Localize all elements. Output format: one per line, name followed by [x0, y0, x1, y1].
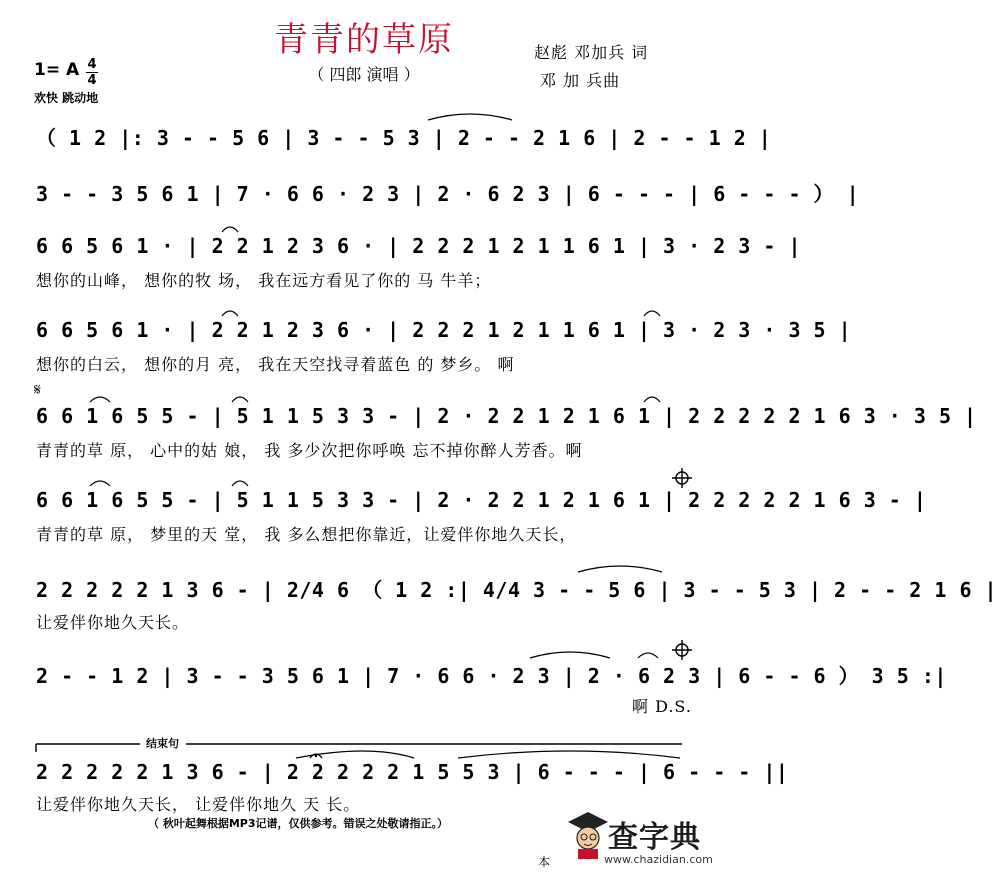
lyrics-line-5: 青青的草 原， 心中的姑 娘， 我 多少次把你呼唤 忘不掉你醉人芳香。啊: [36, 441, 583, 460]
lyricist-credit: 赵彪 邓加兵 词: [534, 43, 649, 62]
slur-mark: [578, 566, 662, 572]
slur-mark: [90, 481, 110, 486]
time-bottom: 4: [87, 73, 97, 88]
slur-mark: [644, 397, 660, 402]
notes-line-8: 2 - - 1 2 | 3 - - 3 5 6 1 | 7 · 6 6 · 2 3 | 2 · 6 2 3 | 6 - - 6 ） 3 5 :|: [36, 664, 947, 688]
tempo-marking: 欢快 跳动地: [34, 91, 99, 105]
lyrics-line-8: 啊 D.S.: [632, 697, 692, 716]
notes-line-4: 6 6 5 6 1 · | 2 2 1 2 3 6 · | 2 2 2 1 2 1 1 6 1 | 3 · 2 3 · 3 5 |: [36, 318, 852, 342]
lyrics-line-7: 让爱伴你地久天长。: [36, 613, 190, 632]
slur-mark: [530, 652, 610, 658]
notes-line-1: （ 1 2 |: 3 - - 5 6 | 3 - - 5 3 | 2 - - 2 1 6 | 2 - - 1 2 |: [36, 126, 772, 150]
slur-mark: [638, 653, 658, 658]
coda-icon: [672, 640, 692, 660]
site-logo-text: 查字典: [608, 820, 701, 855]
slur-mark: [232, 397, 248, 402]
lyrics-line-9: 让爱伴你地久天长， 让爱伴你地久 天 长。: [36, 795, 361, 814]
slur-mark: [644, 311, 660, 316]
composer-credit: 邓 加 兵曲: [540, 71, 621, 90]
ending-section-label: 结束句: [146, 737, 179, 750]
segno-icon: 𝄋: [34, 380, 41, 399]
slur-mark: [222, 311, 238, 316]
notes-line-9: 2 2 2 2 2 1 3 6 - | 2 2 2 2 2 1 5 5 3 | 6 - - - | 6 - - - ||: [36, 760, 789, 784]
page-marker: 本: [538, 855, 551, 869]
lyrics-line-3: 想你的山峰， 想你的牧 场， 我在远方看见了你的 马 牛羊；: [36, 271, 492, 290]
key-signature: 1= A: [34, 60, 80, 80]
performer-subtitle: （ 四郎 演唱 ）: [308, 65, 420, 84]
coda-icon: [672, 468, 692, 488]
song-title: 青青的草原: [274, 20, 454, 60]
slur-mark: [458, 751, 680, 758]
lyrics-line-6: 青青的草 原， 梦里的天 堂， 我 多么想把你靠近，让爱伴你地久天长，: [36, 525, 577, 544]
lyrics-line-4: 想你的白云， 想你的月 亮， 我在天空找寻着蓝色 的 梦乡。 啊: [36, 355, 515, 374]
notes-line-3: 6 6 5 6 1 · | 2 2 1 2 3 6 · | 2 2 2 1 2 1 1 6 1 | 3 · 2 3 - |: [36, 234, 802, 258]
slur-mark: [428, 114, 512, 120]
slur-mark: [232, 481, 248, 486]
slur-mark: [90, 397, 110, 402]
notes-line-7: 2 2 2 2 2 1 3 6 - | 2/4 6 （ 1 2 :| 4/4 3 - - 5 6 | 3 - - 5 3 | 2 - - 2 1 6 |: [36, 578, 997, 602]
site-url[interactable]: www.chazidian.com: [604, 853, 713, 866]
notes-line-2: 3 - - 3 5 6 1 | 7 · 6 6 · 2 3 | 2 · 6 2 3 | 6 - - - | 6 - - - ） |: [36, 182, 860, 206]
notes-line-6: 6 6 1 6 5 5 - | 5 1 1 5 3 3 - | 2 · 2 2 1 2 1 6 1 | 2 2 2 2 2 1 6 3 - |: [36, 488, 927, 512]
notes-line-5: 6 6 1 6 5 5 - | 5 1 1 5 3 3 - | 2 · 2 2 1 2 1 6 1 | 2 2 2 2 2 1 6 3 · 3 5 |: [36, 404, 977, 428]
slur-mark: [222, 227, 238, 232]
time-top: 4: [87, 57, 97, 72]
transcription-note: （ 秋叶起舞根据MP3记谱，仅供参考。错误之处敬请指正。）: [148, 817, 448, 830]
